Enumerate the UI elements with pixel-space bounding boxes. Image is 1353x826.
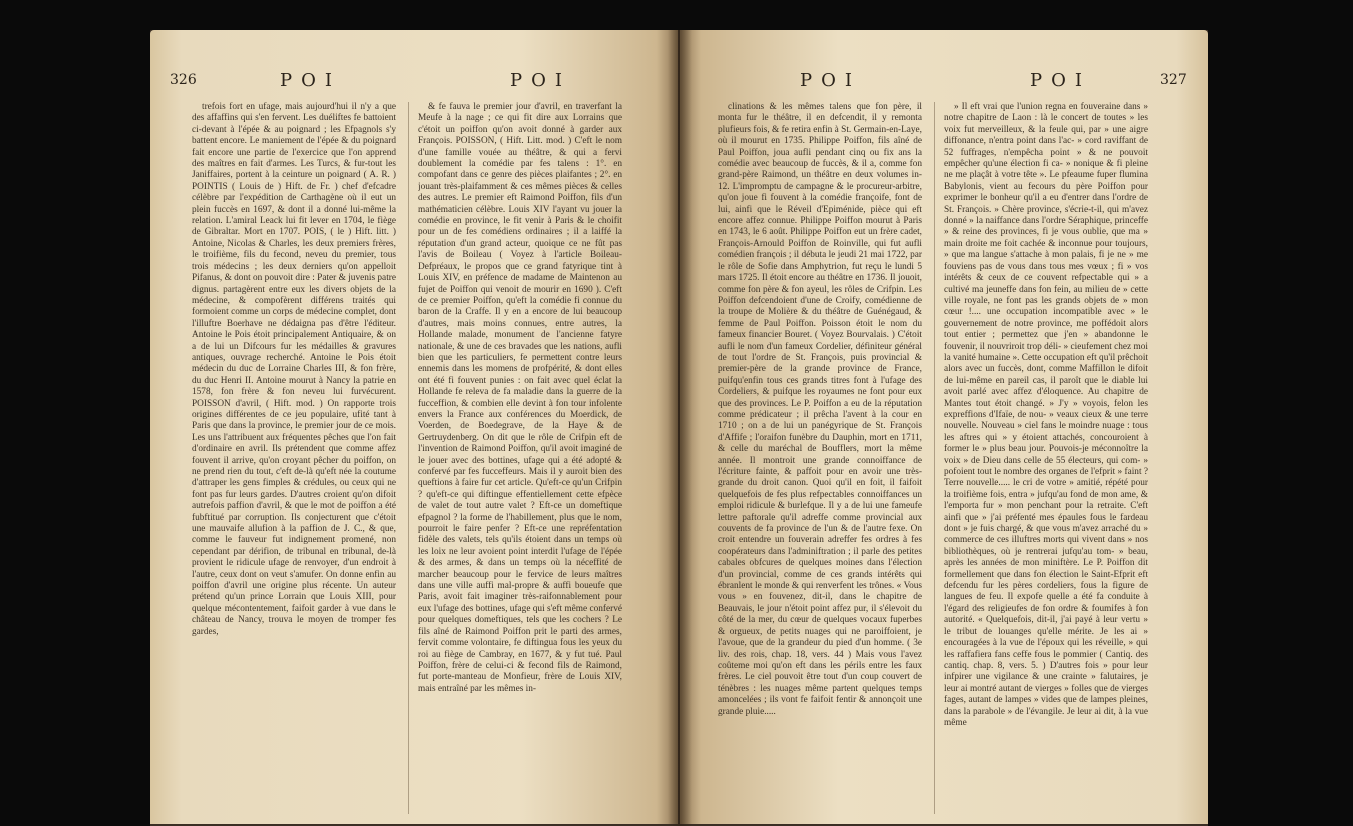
- page-number-left: 326: [170, 72, 197, 88]
- right-page-column-2: [944, 102, 1148, 817]
- right-page-column-1: [718, 102, 922, 817]
- right-column-1-text: clinations & les mêmes talens que fon père, il monta fur le théâtre, il en defcendit, il y remonta plufieurs fois, & fe retira enfin à St. Germain-en-Laye, où il mourut en 1735. Philippe Poiffon, fils aîné de Paul Poiffon, joua aufli pendant cinq ou fix ans la comédie avec beaucoup de fuccès, & il a, comme fon grand-père Raimond, un théâtre en deux volumes in-12. L'impromptu de campagne & le procureur-arbitre, qu'on joue fi fouvent à la comédie françoife, font de lui, ainfi que le Réveil d'Epiménide, pièce qui eft encore affez connue. Philippe Poiffon mourut à Paris en 1743, le 6 août. Philippe Poiffon eut un frère cadet, François-Arnould Poiffon de Roinville, qui fut aufli comédien françois ; il débuta le jeudi 21 mai 1722, par le rôle de Sofie dans Amphytrion, fut reçu le lundi 5 mars 1725. Il étoit encore au théâtre en 1736. Il jouoit, comme fon père & fon ayeul, les rôles de Crifpin. Les Poiffon defcendoient d'une de Croify, comédienne de la troupe de Molière & du théâtre de Guénégaud, & femme de Paul Poiffon. Poisson étoit le nom du fameux financier Bouret. ( Voyez Bourvalais. ) C'étoit aufli le nom d'un fameux Cordelier, définiteur général de tout l'ordre de St. François, puis provincial & premier-père de la grande province de France, puifqu'enfin tous ces grands titres font à l'ufage des Cordeliers, & puifque les royaumes ne font pour eux que des provinces. Le P. Poiffon a eu de la réputation comme prédicateur ; il prêcha l'avent à la cour en 1710 ; on a de lui un panégyrique de St. François d'Affife ; l'oraifon funèbre du Dauphin, mort en 1711, & celle du maréchal de Boufflers, mort la même année. Il montroit une grande connoiffance de l'écriture fainte, & paffoit pour en avoir une très-grande du droit canon. Quoi qu'il en foit, il faifoit quelquefois de fes plus refpectables connoiffances un emploi ridicule & burlefque. Il y a de lui une fameufe lettre paftorale qu'il adreffe comme provincial aux couvents de fa province de l'un & de l'autre fexe. On croit entendre un fouverain adreffer fes ordres à fes coopérateurs dans l'adminiftration ; il parle des petites cabales obfcures de quelques moines dans l'élection d'un provincial, comme de ces grands intérêts qui ébranlent le monde & qui renverfent les trônes. « Vous vous » en fouvenez, dit-il, dans le chapitre de Beauvais, le jour n'étoit point affez pur, il s'élevoit du côté de la mer, du cœur de quelques vocaux fuperbes & orgueux, de petits nuages qui ne paroiffoient, je l'avoue, que de la grandeur du pied d'un homme. ( 3e liv. des rois, chap. 18, vers. 44 ) Mais vous l'avez coûteme moi qu'on eft dans les périls entre les faux frères. Le ciel pouvoit être tout d'un coup couvert de ténèbres : les nuages même partent quelques temps amoncelées ; ils vont fe faifoit fentir & annonçoit une grande pluie.....: [718, 102, 922, 717]
- running-head-left-col2: POI: [510, 70, 571, 91]
- running-head-right-col2: POI: [1030, 70, 1091, 91]
- right-column-2-text: » Il eft vrai que l'union regna en fouveraine dans » notre chapitre de Laon : là le concert de toutes » les voix fut merveilleux, & la feule qui, par » une aigre diffonance, n'entra point dans l'ac- » cord raviffant de 52 fuffrages, n'empêcha point » & ne pouvoit empêcher qu'une élection fi ca- » nonique & fi pleine ne me plaçât à votre tête ». Le pfeaume fuper flumina Babylonis, vient au fecours du père Poiffon pour exprimer le bonheur qu'il a eu d'entrer dans l'ordre de St. François. » Chère province, s'écrie-t-il, qui m'avez donné » la naiffance dans l'ordre Séraphique, princeffe » & reine des provinces, fi je vous oublie, que ma » main droite me foit cachée & inconnue pour toujours, » que ma langue s'attache à mon palais, fi je ne » me fouviens pas de vous dans tous mes vœux ; fi » vos intérêts & ceux de ce couvent refpectable qui » a cultivé ma jeuneffe dans fon fein, au milieu de » cette ville royale, ne font pas les grands objets de » mon cœur !.... une occupation incompatible avec » le gouvernement de notre province, me poffédoit alors tout entier ; permettez que j'en » abandonne le fouvenir, il nouvriroit trop déli- » cieufement chez moi la vanité humaine ». Cette occupation eft qu'il prêchoit alors avec un fuccès, dont, comme Maffillon le difoit de lui-même en pareil cas, il paroît que le diable lui avoit parlé avec affez d'éloquence. Au chapitre de Mantes tout étoit changé. » J'y » voyois, felon les expreffions d'Ifaïe, de nou- » veaux cieux & une terre nouvelle. Nouveau » ciel fans le moindre nuage : tous les aftres qui » y étoient attachés, concouroient à former le » plus beau jour. Pouvois-je méconnoître la voix » de Dieu dans celle de 55 électeurs, qui com- » pofoient tout le nombre des organes de l'efprit » faint ? Terre nouvelle..... le cri de votre » amitié, répété pour la troifième fois, entra » jufqu'au fond de mon ame, & l'emporta fur » mon penchant pour la retraite. C'eft ainfi que » j'ai préfenté mes épaules fous le fardeau dont » je fuis chargé, & que vous m'avez arraché du » commerce de ces illuftres morts qui vivent dans » nos bibliothèques, où je rentrerai jufqu'au tom- » beau, après les années de mon miniftère. Le P. Poiffon dit formellement que dans fon élection le Saint-Efprit eft defcendu fur les pères cordeliers, fous la figure de langues de feu. Il expofe quelle a été fa conduite à l'égard des religieufes de fon ordre & foumifes à fon autorité. « Quelquefois, dit-il, j'ai payé à leur vertu » le tribut de louanges qu'elle mérite. Je les ai » encouragées à la vue de l'époux qui les réveille, » qui les raffafiera fans ceffe fous le pommier ( Cantiq. des cantiq. chap. 8, vers. 5. ) D'autres fois » pour leur infpirer une vigilance & une crainte » falutaires, je leur ai montré autant de vierges » folles que de vierges fages, autant de lampes » vides que de lampes pleines, dans la parabole » de l'évangile. Je leur ai dit, à la vue même: [944, 102, 1148, 728]
- left-column-2-text: & fe fauva le premier jour d'avril, en traverfant la Meufe à la nage ; ce qui fit dire aux Lorrains que c'étoit un poiffon qu'on avoit donné à garder aux François. POISSON, ( Hift. Litt. mod. ) C'eft le nom d'une famille vouée au théâtre, & qui a fervi doublement la comédie par fes talens : 1°. en compofant dans ce genre des pièces plaifantes ; 2°. en jouant très-plaifamment & ces mêmes pièces & celles des autres. Le premier eft Raimond Poiffon, fils d'un mathématicien célèbre. Louis XIV l'ayant vu jouer la comédie en province, le fit venir à Paris & le choifit pour un de fes comédiens ordinaires ; il a laiffé la réputation d'un grand acteur, quoique ce ne fût pas l'avis de Boileau ( Voyez à l'article Boileau-Defpréaux, le propos que ce grand fatyrique tint à Louis XIV, en préfence de madame de Maintenon au fujet de Poiffon qui venoit de mourir en 1690 ). C'eft de ce premier Poiffon, qu'eft la comédie fi connue du baron de la Craffe. Il y en a encore de lui beaucoup d'autres, mais moins connues, entre autres, la Hollande malade, monument de l'ancienne fatyre nationale, & une de ces bravades que les nations, aufli bien que les particuliers, fe permettent contre leurs ennemis dans les momens de profpérité, & dont elles ont été fi fouvent punies : on fait avec quel éclat la Hollande fe releva de fa maladie dans la guerre de la fucceffion, & combien elle devint à fon tour infolente envers la France aux conférences du Moerdick, de Voerden, de Boedegrave, de la Haye & de Gertruydenberg. On dit que le rôle de Crifpin eft de l'invention de Raimond Poiffon, qu'il avoit imaginé de le jouer avec des bottines, ufage qui a été adopté & confervé par fes fucceffeurs. Mais il y auroit bien des queftions à faire fur cet article. Qu'eft-ce qu'un Crifpin ? qu'eft-ce qui diftingue effentiellement cette efpèce de valet de tout autre valet ? Eft-ce un domeftique efpagnol ? la forme de l'habillement, plus que le nom, pourroit le faire penfer ? Eft-ce une repréfentation fidèle des valets, tels qu'ils étoient dans un temps où les loix ne leur avoient point interdit l'ufage de l'épée & des armes, & dans un temps où la néceffité de marcher beaucoup pour le fervice de leurs maîtres dans une ville auffi mal-propre & auffi boueufe que Paris, avoit fait imaginer très-raifonnablement pour eux l'ufage des bottines, ufage qui s'eft même confervé pour quelques domeftiques, tels que les cochers ? Le fils aîné de Raimond Poiffon prit le parti des armes, fervit comme volontaire, fe diftingua fous les yeux du roi au fiège de Cambray, en 1677, & y fut tué. Paul Poiffon, frère de celui-ci & fecond fils de Raimond, fut porte-manteau de Monfieur, frère de Louis XIV, mais entraîné par les mêmes in-: [418, 102, 622, 694]
- open-book: [150, 30, 1208, 826]
- running-head-left-col1: POI: [280, 70, 341, 91]
- book-gutter: [668, 30, 692, 826]
- column-rule-right: [934, 102, 935, 814]
- right-page-header: [680, 70, 1208, 96]
- page-number-right: 327: [1160, 72, 1187, 88]
- left-page: [150, 30, 678, 824]
- left-page-header: [150, 70, 678, 96]
- column-rule-left: [408, 102, 409, 814]
- left-page-column-2: [418, 102, 622, 817]
- left-column-1-text: trefois fort en ufage, mais aujourd'hui il n'y a que des affaffins qui s'en fervent. Les duéliftes fe battoient ci-devant à l'épée & au poignard ; les Efpagnols s'y battent encore. Le maniement de l'épée & du poignard fait encore une partie de l'exercice que l'on apprend des maîtres en fait d'armes. Les Turcs, & fur-tout les Janiffaires, portent à la ceinture un poignard ( A. R. ) POINTIS ( Louis de ) Hift. de Fr. ) chef d'efcadre célèbre par l'expédition de Carthagène où il eut un plein fuccès en 1697, & dont il a donné lui-même la relation. L'amiral Leack lui fit lever en 1704, le fiège de Gibraltar. Mort en 1707. POIS, ( le ) Hift. litt. ) Antoine, Nicolas & Charles, les deux premiers frères, le troifième, fils du fecond, neveu du premier, tous trois médecins ; les deux derniers qu'on appelloit Pifanus, & dont on pouvoit dire : Pater & juvenis patre dignus. partagèrent entre eux les divers objets de la médecine, & compofèrent différens traités qui formoient comme un corps de médecine complet, dont l'illuftre Boerhave ne dédaigna pas d'être l'éditeur. Antoine le Pois étoit principalement Antiquaire, & on a de lui un Difcours fur les médailles & gravures antiques, ouvrage recherché. Antoine le Pois étoit médecin du duc de Lorraine Charles III, & fon frère, du duc Henri II. Antoine mourut à Nancy la patrie en 1578, fon frère & fon neveu lui furvécurent. POISSON d'avril, ( Hift. mod. ) On rapporte trois origines différentes de ce jeu populaire, ufité tant à Paris que dans la province, le premier jour de ce mois. Les uns l'attribuent aux fréquentes pêches que l'on fait d'ordinaire en avril. Ils prétendent que comme affez fouvent il arrive, qu'on croyant pêcher du poiffon, on ne prend rien du tout, c'eft de-là qu'eft née la coutume d'attraper les gens fimples & crédules, ou ceux qui ne font pas fur leurs gardes. D'autres croient qu'on difoit autrefois paffion d'avril, & que le mot de poiffon a été fubftitué par corruption. Ils conjecturent que c'étoit une mauvaife allufion à la paffion de J. C., & que, comme le fauveur fut indignement promené, non cependant par dérifion, de tribunal en tribunal, de-là provient le ridicule ufage de renvoyer, d'un endroit à l'autre, ceux dont on veut s'amufer. On donne enfin au poiffon d'avril une origine plus récente. Un auteur prétend qu'un prince Lorrain que Louis XIII, pour quelque mécontentement, faifoit garder à vue dans le château de Nancy, trouva le moyen de tromper fes gardes,: [192, 102, 396, 637]
- left-page-column-1: [192, 102, 396, 817]
- running-head-right-col1: POI: [800, 70, 861, 91]
- right-page: [680, 30, 1208, 824]
